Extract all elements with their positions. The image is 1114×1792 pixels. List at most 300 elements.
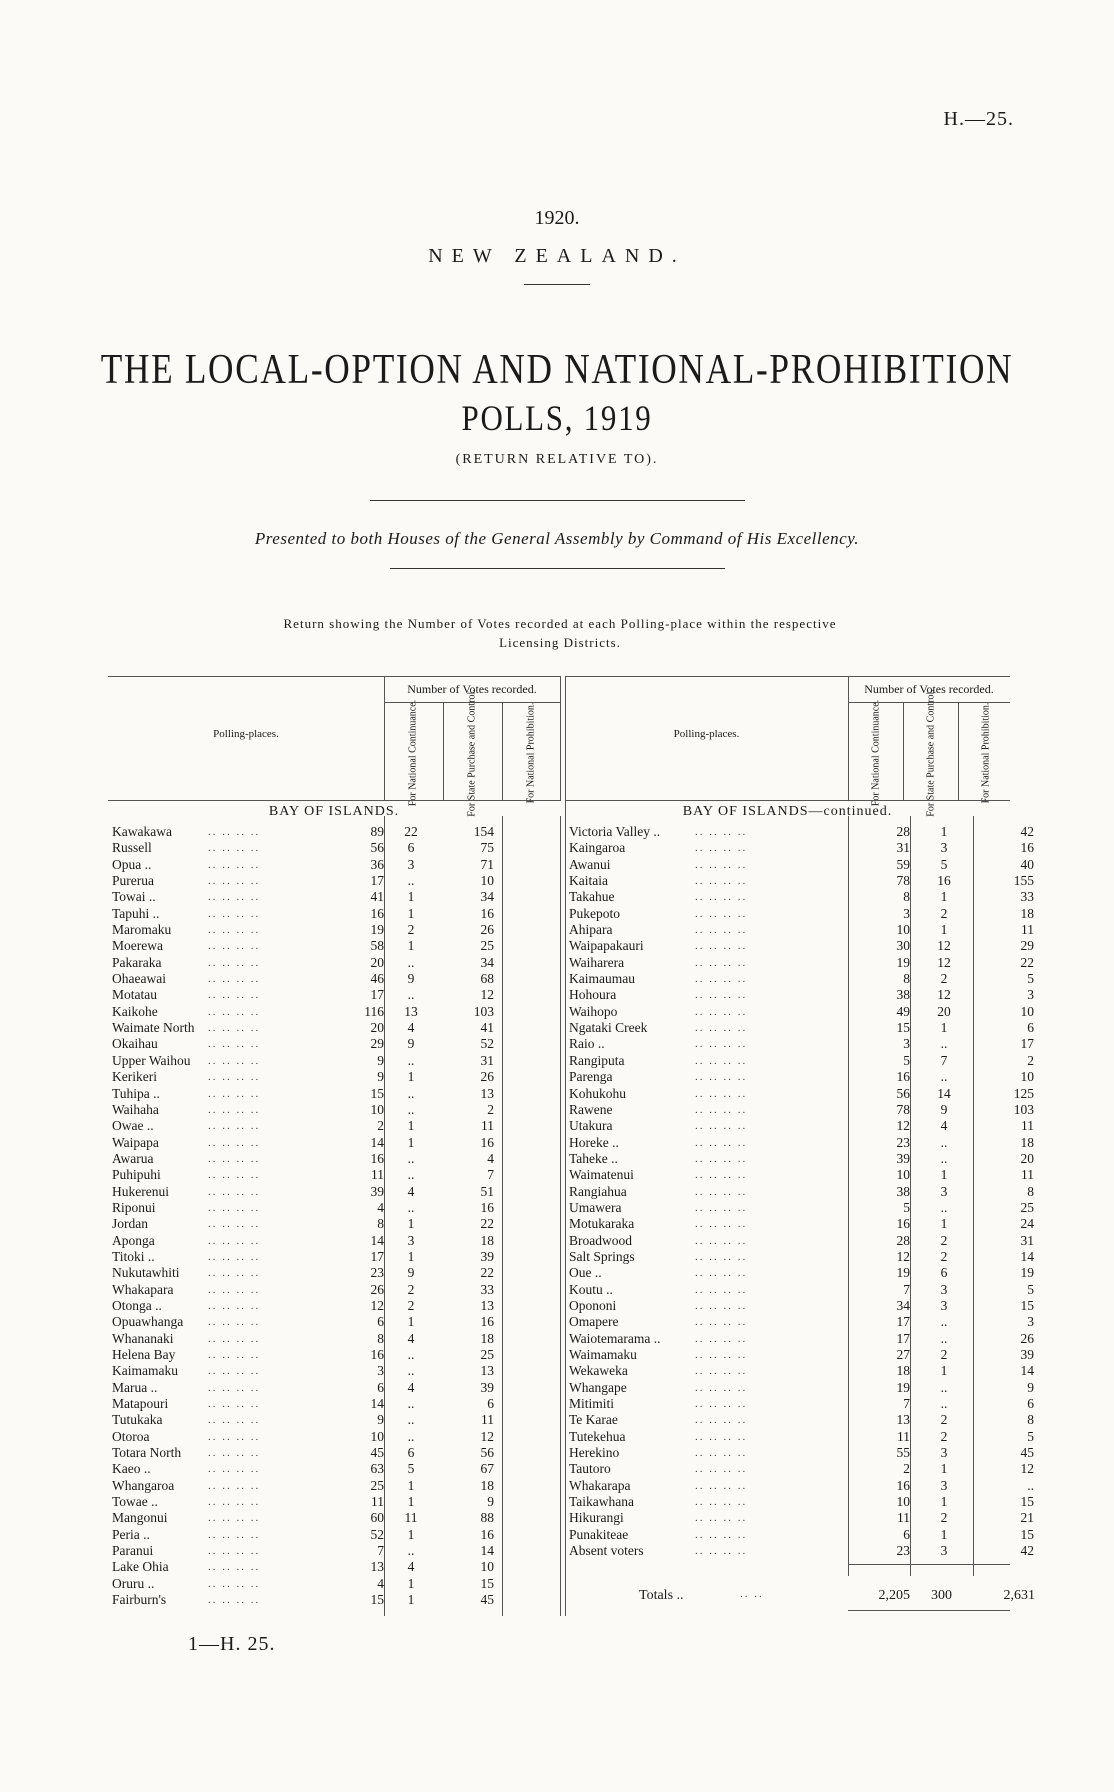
national-prohibition-value: 103: [473, 1003, 494, 1019]
national-prohibition-value: 10: [480, 873, 494, 889]
state-purchase-value: ..: [407, 987, 415, 1003]
leader-dots: .. .. .. ..: [208, 1398, 261, 1411]
leader-dots: .. .. .. ..: [695, 1152, 748, 1165]
leader-dots: .. .. .. ..: [695, 1283, 748, 1296]
state-purchase-value: 2: [407, 1281, 415, 1297]
leader-dots: .. .. .. ..: [208, 1185, 261, 1198]
polling-place-name: Horeke ..: [569, 1134, 619, 1150]
national-prohibition-value: 17: [1020, 1036, 1034, 1052]
presented-note: Presented to both Houses of the General Assembly by Command of His Excellency.: [254, 529, 860, 548]
leader-dots: .. .. .. ..: [695, 1234, 748, 1247]
national-continuance-value: 16: [370, 1150, 384, 1166]
national-continuance-value: 45: [370, 1445, 384, 1461]
state-purchase-value: 2: [940, 971, 948, 987]
polling-place-name: Owae ..: [112, 1118, 154, 1134]
state-purchase-value: 3: [407, 856, 415, 872]
national-prohibition-value: 25: [1020, 1199, 1034, 1215]
polling-place-name: Salt Springs: [569, 1248, 635, 1264]
polling-place-name: Lake Ohia: [112, 1559, 169, 1575]
leader-dots: .. .. .. ..: [695, 1447, 748, 1460]
leader-dots: .. .. .. ..: [208, 1283, 261, 1296]
polling-place-name: Ngataki Creek: [569, 1020, 648, 1036]
state-purchase-value: 1: [407, 1314, 415, 1330]
table-top-rule: [108, 676, 560, 677]
section-title: BAY OF ISLANDS.: [268, 804, 400, 819]
leader-dots: .. .. .. ..: [208, 1496, 261, 1509]
national-prohibition-value: 10: [480, 1559, 494, 1575]
polling-place-name: Helena Bay: [112, 1347, 176, 1362]
national-prohibition-value: 75: [480, 840, 494, 856]
state-purchase-value: 1: [407, 1477, 415, 1493]
polling-place-name: Pakaraka: [112, 954, 162, 970]
state-purchase-value: 3: [940, 1281, 948, 1297]
national-continuance-value: 10: [896, 1167, 910, 1183]
document-subtitle: (RETURN RELATIVE TO).: [455, 452, 659, 467]
totals-bottom-rule: [848, 1610, 1010, 1611]
state-purchase-value: 2: [940, 1510, 948, 1526]
state-purchase-value: ..: [407, 1412, 415, 1428]
polling-place-name: Titoki ..: [112, 1248, 155, 1264]
state-purchase-value: 2: [940, 1347, 948, 1362]
national-prohibition-value: 4: [487, 1150, 494, 1166]
national-prohibition-value: 68: [480, 971, 494, 987]
state-purchase-value: 4: [407, 1330, 415, 1346]
state-purchase-value: 4: [407, 1183, 415, 1199]
leader-dots: .. .. .. ..: [695, 1136, 748, 1149]
state-purchase-value: ..: [407, 1052, 415, 1068]
polling-place-name: Kawakawa: [112, 824, 172, 839]
polling-place-name: Victoria Valley ..: [569, 824, 661, 839]
return-heading-line2: Licensing Districts.: [499, 635, 621, 650]
return-heading-line1: Return showing the Number of Votes recorded at each Polling-place within the respective: [283, 616, 837, 631]
national-continuance-value: 17: [896, 1330, 910, 1346]
polling-place-name: Hikurangi: [569, 1510, 624, 1526]
column-divider: [443, 702, 444, 801]
national-continuance-value: 30: [896, 938, 910, 954]
national-continuance-value: 89: [370, 824, 384, 839]
national-continuance-value: 7: [377, 1543, 384, 1559]
national-prohibition-value: 13: [480, 1085, 494, 1101]
state-purchase-value: ..: [407, 1428, 415, 1444]
polling-place-name: Rangiputa: [569, 1052, 625, 1068]
national-continuance-value: 78: [896, 873, 910, 889]
national-prohibition-value: 45: [1020, 1445, 1034, 1461]
polling-place-name: Matapouri: [112, 1396, 169, 1412]
leader-dots: .. .. .. ..: [695, 1349, 748, 1361]
national-prohibition-value: 22: [1020, 954, 1034, 970]
national-prohibition-value: 9: [1027, 1379, 1034, 1395]
polling-place-name: Opononi: [569, 1297, 617, 1313]
national-prohibition-value: 11: [481, 1412, 494, 1428]
national-prohibition-value: 16: [1020, 840, 1034, 856]
leader-dots: .. .. .. ..: [208, 989, 261, 1002]
state-purchase-value: ..: [940, 1314, 948, 1330]
state-purchase-value: 20: [937, 1003, 951, 1019]
column-divider: [958, 702, 959, 801]
national-continuance-value: 4: [377, 1575, 384, 1591]
state-purchase-value: 2: [940, 1428, 948, 1444]
polling-place-name: Taikawhana: [569, 1494, 635, 1510]
polling-place-name: Otonga ..: [112, 1297, 162, 1313]
national-continuance-value: 23: [896, 1543, 910, 1559]
leader-dots: .. ..: [740, 1588, 764, 1600]
polling-place-name: Maromaku: [112, 922, 172, 938]
leader-dots: .. .. .. ..: [208, 1430, 261, 1443]
state-purchase-value: 1: [940, 1526, 948, 1542]
national-prohibition-value: 8: [1027, 1412, 1034, 1428]
state-purchase-value: 3: [940, 1543, 948, 1559]
state-purchase-value: ..: [940, 1379, 948, 1395]
polling-place-name: Punakiteae: [569, 1526, 629, 1542]
national-continuance-value: 36: [370, 856, 384, 872]
state-purchase-value: 9: [940, 1101, 948, 1117]
national-continuance-value: 16: [896, 1477, 910, 1493]
national-prohibition-value: 12: [480, 1428, 494, 1444]
country-heading: NEW ZEALAND.: [428, 245, 686, 267]
state-purchase-value: 1: [940, 922, 948, 938]
polling-place-name: Paranui: [112, 1543, 154, 1559]
state-purchase-value: 4: [407, 1559, 415, 1575]
national-continuance-value: 34: [896, 1297, 910, 1313]
leader-dots: .. .. .. ..: [208, 1561, 261, 1574]
state-purchase-value: 1: [940, 889, 948, 905]
national-continuance-value: 13: [370, 1559, 384, 1575]
polling-place-name: Purerua: [112, 873, 154, 889]
national-prohibition-value: 34: [480, 889, 494, 905]
national-continuance-value: 23: [370, 1265, 384, 1281]
national-continuance-value: 56: [896, 1085, 910, 1101]
votes-recorded-header: Number of Votes recorded.: [407, 682, 537, 696]
national-prohibition-value: 11: [1021, 1167, 1034, 1183]
leader-dots: .. .. .. ..: [208, 1332, 261, 1345]
national-prohibition-value: 6: [487, 1396, 494, 1412]
state-purchase-value: ..: [407, 1167, 415, 1183]
polling-place-name: Totara North: [112, 1445, 182, 1461]
national-continuance-value: 41: [370, 889, 384, 905]
polling-place-name: Kaitaia: [569, 873, 608, 889]
national-prohibition-value: 14: [480, 1543, 494, 1559]
national-continuance-value: 7: [903, 1396, 910, 1412]
national-prohibition-value: 18: [480, 1330, 494, 1346]
national-prohibition-value: 45: [480, 1592, 494, 1608]
polling-place-name: Te Karae: [569, 1412, 618, 1428]
national-continuance-value: 49: [896, 1003, 910, 1019]
polling-place-name: Absent voters: [569, 1543, 644, 1559]
leader-dots: .. .. .. ..: [695, 1398, 748, 1411]
national-continuance-value: 27: [896, 1347, 910, 1362]
polling-place-name: Herekino: [569, 1445, 620, 1461]
state-purchase-value: ..: [940, 1199, 948, 1215]
state-purchase-value: 3: [940, 1183, 948, 1199]
state-purchase-value: 12: [937, 987, 951, 1003]
national-continuance-value: 14: [370, 1396, 384, 1412]
leader-dots: .. .. .. ..: [208, 858, 261, 871]
national-prohibition-value: 33: [480, 1281, 494, 1297]
polling-place-name: Ahipara: [569, 922, 613, 938]
national-prohibition-value: 18: [480, 1477, 494, 1493]
state-purchase-value: ..: [407, 1101, 415, 1117]
national-continuance-value: 10: [370, 1428, 384, 1444]
col-national-prohibition-header: For National Prohibition.: [980, 702, 992, 804]
national-prohibition-value: 31: [480, 1052, 494, 1068]
polling-place-name: Upper Waihou: [112, 1052, 191, 1068]
state-purchase-value: 12: [937, 938, 951, 954]
national-continuance-value: 23: [896, 1134, 910, 1150]
leader-dots: .. .. .. ..: [208, 1577, 261, 1590]
national-continuance-value: 116: [364, 1003, 384, 1019]
polling-place-name: Jordan: [112, 1216, 148, 1232]
totals-label: Totals ..: [639, 1588, 684, 1603]
national-continuance-value: 31: [896, 840, 910, 856]
national-prohibition-value: 31: [1020, 1232, 1034, 1248]
polling-place-name: Peria ..: [112, 1526, 150, 1542]
polling-place-name: Waimate North: [112, 1020, 195, 1036]
national-continuance-value: 11: [371, 1167, 384, 1183]
state-purchase-value: 1: [940, 1216, 948, 1232]
state-purchase-value: 2: [940, 905, 948, 921]
state-purchase-value: 13: [404, 1003, 418, 1019]
leader-dots: .. .. .. ..: [695, 1512, 748, 1525]
polling-place-name: Mitimiti: [569, 1396, 615, 1412]
national-prohibition-value: 14: [1020, 1248, 1034, 1264]
national-prohibition-value: 11: [1021, 1118, 1034, 1134]
national-prohibition-value: 103: [1013, 1101, 1034, 1117]
national-prohibition-value: 12: [1020, 1461, 1034, 1477]
polling-place-name: Waipapakauri: [569, 938, 644, 954]
polling-place-name: Moerewa: [112, 938, 163, 954]
state-purchase-value: 1: [940, 1494, 948, 1510]
leader-dots: .. .. .. ..: [695, 1381, 748, 1394]
national-continuance-value: 2: [903, 1461, 910, 1477]
divider: [390, 568, 725, 569]
national-continuance-value: 16: [896, 1216, 910, 1232]
state-purchase-value: 2: [940, 1412, 948, 1428]
state-purchase-value: 4: [940, 1118, 948, 1134]
year: 1920.: [534, 207, 580, 229]
leader-dots: .. .. .. ..: [695, 1038, 748, 1051]
leader-dots: .. .. .. ..: [208, 875, 261, 888]
state-purchase-value: 3: [407, 1232, 415, 1248]
national-continuance-value: 46: [370, 971, 384, 987]
national-prohibition-value: 154: [473, 824, 494, 839]
polling-place-name: Taheke ..: [569, 1150, 618, 1166]
national-continuance-value: 16: [370, 1347, 384, 1362]
national-continuance-value: 29: [370, 1036, 384, 1052]
leader-dots: .. .. .. ..: [208, 1234, 261, 1247]
national-continuance-value: 10: [370, 1101, 384, 1117]
national-prohibition-value: 51: [480, 1183, 494, 1199]
national-prohibition-value: 25: [480, 1347, 494, 1362]
national-prohibition-value: 15: [1020, 1526, 1034, 1542]
national-prohibition-value: 88: [480, 1510, 494, 1526]
leader-dots: .. .. .. ..: [695, 1005, 748, 1018]
national-prohibition-value: 26: [480, 922, 494, 938]
national-continuance-value: 38: [896, 987, 910, 1003]
polling-place-name: Whananaki: [112, 1330, 174, 1346]
national-prohibition-value: 5: [1027, 971, 1034, 987]
national-continuance-value: 8: [377, 1216, 384, 1232]
national-prohibition-value: 18: [1020, 905, 1034, 921]
leader-dots: .. .. .. ..: [695, 1071, 748, 1084]
leader-dots: .. .. .. ..: [208, 1267, 261, 1280]
national-continuance-value: 11: [371, 1494, 384, 1510]
leader-dots: .. .. .. ..: [208, 1463, 261, 1476]
national-continuance-value: 4: [377, 1199, 384, 1215]
leader-dots: .. .. .. ..: [208, 1152, 261, 1165]
state-purchase-value: ..: [407, 1085, 415, 1101]
national-prohibition-value: 12: [480, 987, 494, 1003]
national-prohibition-value: 42: [1020, 1543, 1034, 1559]
state-purchase-value: 6: [940, 1265, 948, 1281]
state-purchase-value: 12: [937, 954, 951, 970]
polling-place-name: Tutukaka: [112, 1412, 163, 1428]
leader-dots: .. .. .. ..: [695, 907, 748, 920]
national-prohibition-value: 34: [480, 954, 494, 970]
polling-place-name: Umawera: [569, 1199, 622, 1215]
total-national-prohibition: 2,631: [1003, 1588, 1035, 1603]
polling-place-name: Towae ..: [112, 1494, 158, 1510]
leader-dots: .. .. .. ..: [208, 1545, 261, 1558]
polling-place-name: Otoroa: [112, 1428, 150, 1444]
national-continuance-value: 12: [370, 1297, 384, 1313]
leader-dots: .. .. .. ..: [208, 1512, 261, 1525]
state-purchase-value: ..: [407, 954, 415, 970]
leader-dots: .. .. .. ..: [695, 1365, 748, 1378]
leader-dots: .. .. .. ..: [695, 1120, 748, 1133]
page-reference: H.—25.: [943, 108, 1014, 130]
divider: [370, 500, 745, 501]
state-purchase-value: 1: [407, 938, 415, 954]
national-continuance-value: 14: [370, 1232, 384, 1248]
state-purchase-value: 1: [407, 1134, 415, 1150]
polling-places-header: Polling-places.: [673, 728, 740, 740]
return-heading: [110, 614, 1010, 652]
polling-place-name: Tapuhi ..: [112, 905, 160, 921]
polling-place-name: Puhipuhi: [112, 1167, 161, 1183]
state-purchase-value: 9: [407, 1036, 415, 1052]
national-prohibition-value: 2: [487, 1101, 494, 1117]
leader-dots: .. .. .. ..: [695, 1201, 748, 1214]
col-national-continuance-header: For National Continuance.: [870, 699, 882, 807]
national-prohibition-value: 20: [1020, 1150, 1034, 1166]
national-prohibition-value: 6: [1027, 1020, 1034, 1036]
leader-dots: .. .. .. ..: [208, 924, 261, 937]
polling-place-name: Marua ..: [112, 1379, 158, 1395]
national-prohibition-value: 7: [487, 1167, 494, 1183]
column-divider: [384, 816, 385, 1616]
document-title-line2: POLLS, 1919: [461, 398, 653, 438]
leader-dots: .. .. .. ..: [695, 1087, 748, 1100]
polling-place-name: Rawene: [569, 1101, 613, 1117]
leader-dots: .. .. .. ..: [695, 1463, 748, 1476]
column-divider: [848, 816, 849, 1576]
national-continuance-value: 25: [370, 1477, 384, 1493]
state-purchase-value: 1: [407, 1526, 415, 1542]
polling-place-name: Opuawhanga: [112, 1314, 184, 1330]
column-divider: [502, 816, 503, 1616]
national-prohibition-value: 14: [1020, 1363, 1034, 1379]
leader-dots: .. .. .. ..: [695, 1496, 748, 1509]
polling-place-name: Waipapa: [112, 1134, 159, 1150]
state-purchase-value: 2: [407, 922, 415, 938]
national-continuance-value: 10: [896, 922, 910, 938]
leader-dots: .. .. .. ..: [208, 1054, 261, 1067]
polling-place-name: Towai ..: [112, 889, 156, 905]
col-state-purchase-header: For State Purchase and Control.: [925, 689, 937, 817]
leader-dots: .. .. .. ..: [695, 1430, 748, 1443]
national-prohibition-value: 39: [480, 1379, 494, 1395]
national-continuance-value: 59: [896, 856, 910, 872]
national-prohibition-value: 39: [480, 1248, 494, 1264]
column-divider: [560, 816, 561, 1616]
polling-place-name: Waimatenui: [569, 1167, 634, 1183]
national-prohibition-value: 16: [480, 1526, 494, 1542]
polling-place-name: Fairburn's: [112, 1592, 167, 1608]
national-prohibition-value: 5: [1027, 1428, 1034, 1444]
national-prohibition-value: ..: [1027, 1477, 1034, 1493]
state-purchase-value: ..: [407, 1199, 415, 1215]
national-continuance-value: 19: [896, 954, 910, 970]
national-prohibition-value: 25: [480, 938, 494, 954]
national-continuance-value: 15: [370, 1085, 384, 1101]
polling-place-name: Whakarapa: [569, 1477, 631, 1493]
leader-dots: .. .. .. ..: [695, 826, 748, 838]
state-purchase-value: 6: [407, 1445, 415, 1461]
state-purchase-value: ..: [407, 1347, 415, 1362]
national-continuance-value: 39: [370, 1183, 384, 1199]
national-prohibition-value: 33: [1020, 889, 1034, 905]
col-state-purchase-header: For State Purchase and Control.: [466, 689, 478, 817]
national-continuance-value: 78: [896, 1101, 910, 1117]
state-purchase-value: 1: [940, 1167, 948, 1183]
state-purchase-value: 1: [407, 1494, 415, 1510]
polling-place-name: Kaeo ..: [112, 1461, 151, 1477]
leader-dots: .. .. .. ..: [208, 1316, 261, 1329]
leader-dots: .. .. .. ..: [695, 1299, 748, 1312]
state-purchase-value: ..: [940, 1396, 948, 1412]
national-prohibition-value: 15: [480, 1575, 494, 1591]
leader-dots: .. .. .. ..: [695, 1545, 748, 1558]
national-continuance-value: 28: [896, 1232, 910, 1248]
national-prohibition-value: 22: [480, 1265, 494, 1281]
polling-place-name: Kerikeri: [112, 1069, 157, 1085]
national-prohibition-value: 19: [1020, 1265, 1034, 1281]
leader-dots: .. .. .. ..: [208, 1103, 261, 1116]
leader-dots: .. .. .. ..: [208, 1250, 261, 1263]
national-prohibition-value: 9: [487, 1494, 494, 1510]
page-footer: 1—H. 25.: [188, 1633, 276, 1655]
national-continuance-value: 11: [897, 1428, 910, 1444]
national-continuance-value: 8: [903, 971, 910, 987]
state-purchase-value: 2: [940, 1248, 948, 1264]
leader-dots: .. .. .. ..: [695, 891, 748, 904]
state-purchase-value: 1: [940, 1461, 948, 1477]
state-purchase-value: 3: [940, 1445, 948, 1461]
polling-place-name: Waihaha: [112, 1101, 159, 1117]
polling-place-name: Hukerenui: [112, 1183, 169, 1199]
national-prohibition-value: 155: [1013, 873, 1034, 889]
leader-dots: .. .. .. ..: [695, 875, 748, 888]
national-prohibition-value: 13: [480, 1363, 494, 1379]
state-purchase-value: ..: [407, 1543, 415, 1559]
leader-dots: .. .. .. ..: [208, 1349, 261, 1361]
leader-dots: .. .. .. ..: [695, 1218, 748, 1231]
national-continuance-value: 26: [370, 1281, 384, 1297]
national-continuance-value: 38: [896, 1183, 910, 1199]
national-prohibition-value: 22: [480, 1216, 494, 1232]
national-continuance-value: 19: [896, 1379, 910, 1395]
state-purchase-value: ..: [940, 1036, 948, 1052]
